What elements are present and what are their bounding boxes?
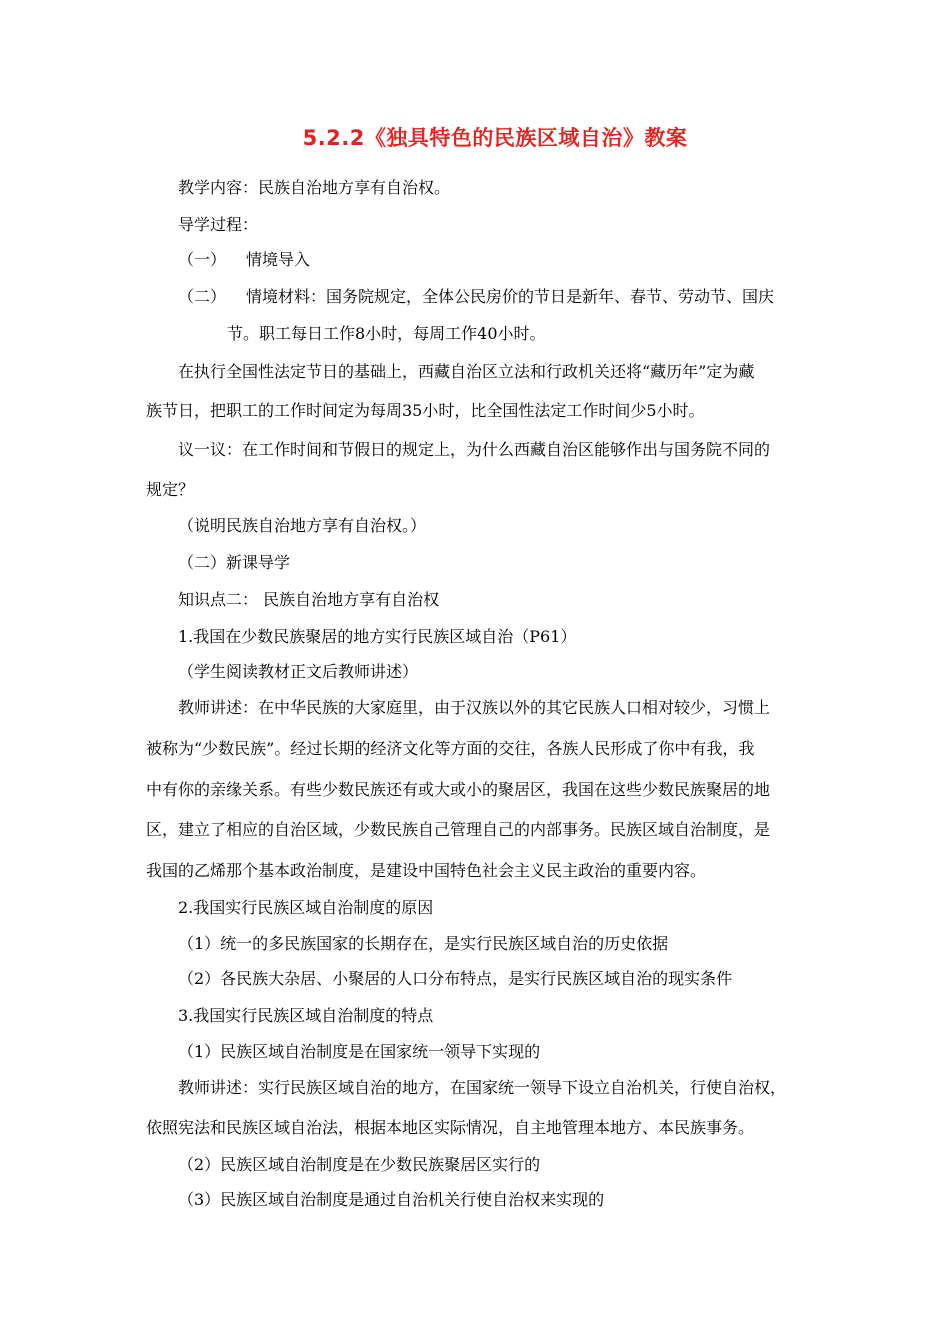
teacher-talk-line: 我国的乙烯那个基本政治制度，是建设中国特色社会主义民主政治的重要内容。 (146, 861, 707, 880)
teacher-talk-line: 被称为“少数民族”。经过长期的经济文化等方面的交往，各族人民形成了你中有我，我 (146, 739, 755, 758)
document-title: 5.2.2《独具特色的民族区域自治》教案 (302, 126, 688, 150)
feature-item-1: （1）民族区域自治制度是在国家统一领导下实现的 (178, 1042, 541, 1061)
teacher-talk-line: 区，建立了相应的自治区域，少数民族自己管理自己的内部事务。民族区域自治制度，是 (146, 820, 771, 839)
section-heading-new-lesson: （二）新课导学 (178, 553, 291, 572)
teaching-content-line: 教学内容：民族自治地方享有自治权。 (178, 178, 451, 197)
discussion-cont: 规定？ (146, 480, 195, 499)
point-3-heading: 3.我国实行民族区域自治制度的特点 (178, 1006, 434, 1025)
note-line: （说明民族自治地方享有自治权。） (178, 516, 427, 535)
guide-process-line: 导学过程： (178, 215, 259, 234)
teacher-talk-line: 中有你的亲缘关系。有些少数民族还有或大或小的聚居区，我国在这些少数民族聚居的地 (146, 780, 771, 799)
discussion-line: 议一议：在工作时间和节假日的规定上，为什么西藏自治区能够作出与国务院不同的 (178, 440, 771, 459)
teacher-talk-2-line: 教师讲述：实行民族区域自治的地方，在国家统一领导下设立自治机关，行使自治权， (178, 1078, 787, 1097)
feature-item-2: （2）民族区域自治制度是在少数民族聚居区实行的 (178, 1155, 541, 1174)
teacher-talk-2-line: 依照宪法和民族区域自治法，根据本地区实际情况，自主地管理本地方、本民族事务。 (146, 1118, 755, 1137)
feature-item-3: （3）民族区域自治制度是通过自治机关行使自治权来实现的 (178, 1190, 605, 1209)
section-marker-2: （二） (178, 287, 227, 306)
paragraph-line: 族节日，把职工的工作时间定为每周35小时，比全国性法定工作时间少5小时。 (146, 401, 705, 420)
scenario-material-cont: 节。职工每日工作8小时，每周工作40小时。 (227, 324, 546, 343)
point-1-heading: 1.我国在少数民族聚居的地方实行民族区域自治（P61） (178, 627, 577, 646)
point-2-heading: 2.我国实行民族区域自治制度的原因 (178, 898, 434, 917)
reading-note: （学生阅读教材正文后教师讲述） (178, 662, 419, 681)
paragraph-line: 在执行全国性法定节日的基础上，西藏自治区立法和行政机关还将“藏历年”定为藏 (178, 362, 755, 381)
reason-item-1: （1）统一的多民族国家的长期存在，是实行民族区域自治的历史依据 (178, 934, 669, 953)
knowledge-point-heading: 知识点二： 民族自治地方享有自治权 (178, 590, 440, 609)
section-marker-1: （一） (178, 250, 227, 269)
teacher-talk-line: 教师讲述：在中华民族的大家庭里，由于汉族以外的其它民族人口相对较少，习惯上 (178, 698, 771, 717)
section-heading-scenario: 情境导入 (246, 250, 311, 269)
reason-item-2: （2）各民族大杂居、小聚居的人口分布特点，是实行民族区域自治的现实条件 (178, 969, 733, 988)
scenario-material-line: 情境材料：国务院规定，全体公民房价的节日是新年、春节、劳动节、国庆 (246, 287, 775, 306)
